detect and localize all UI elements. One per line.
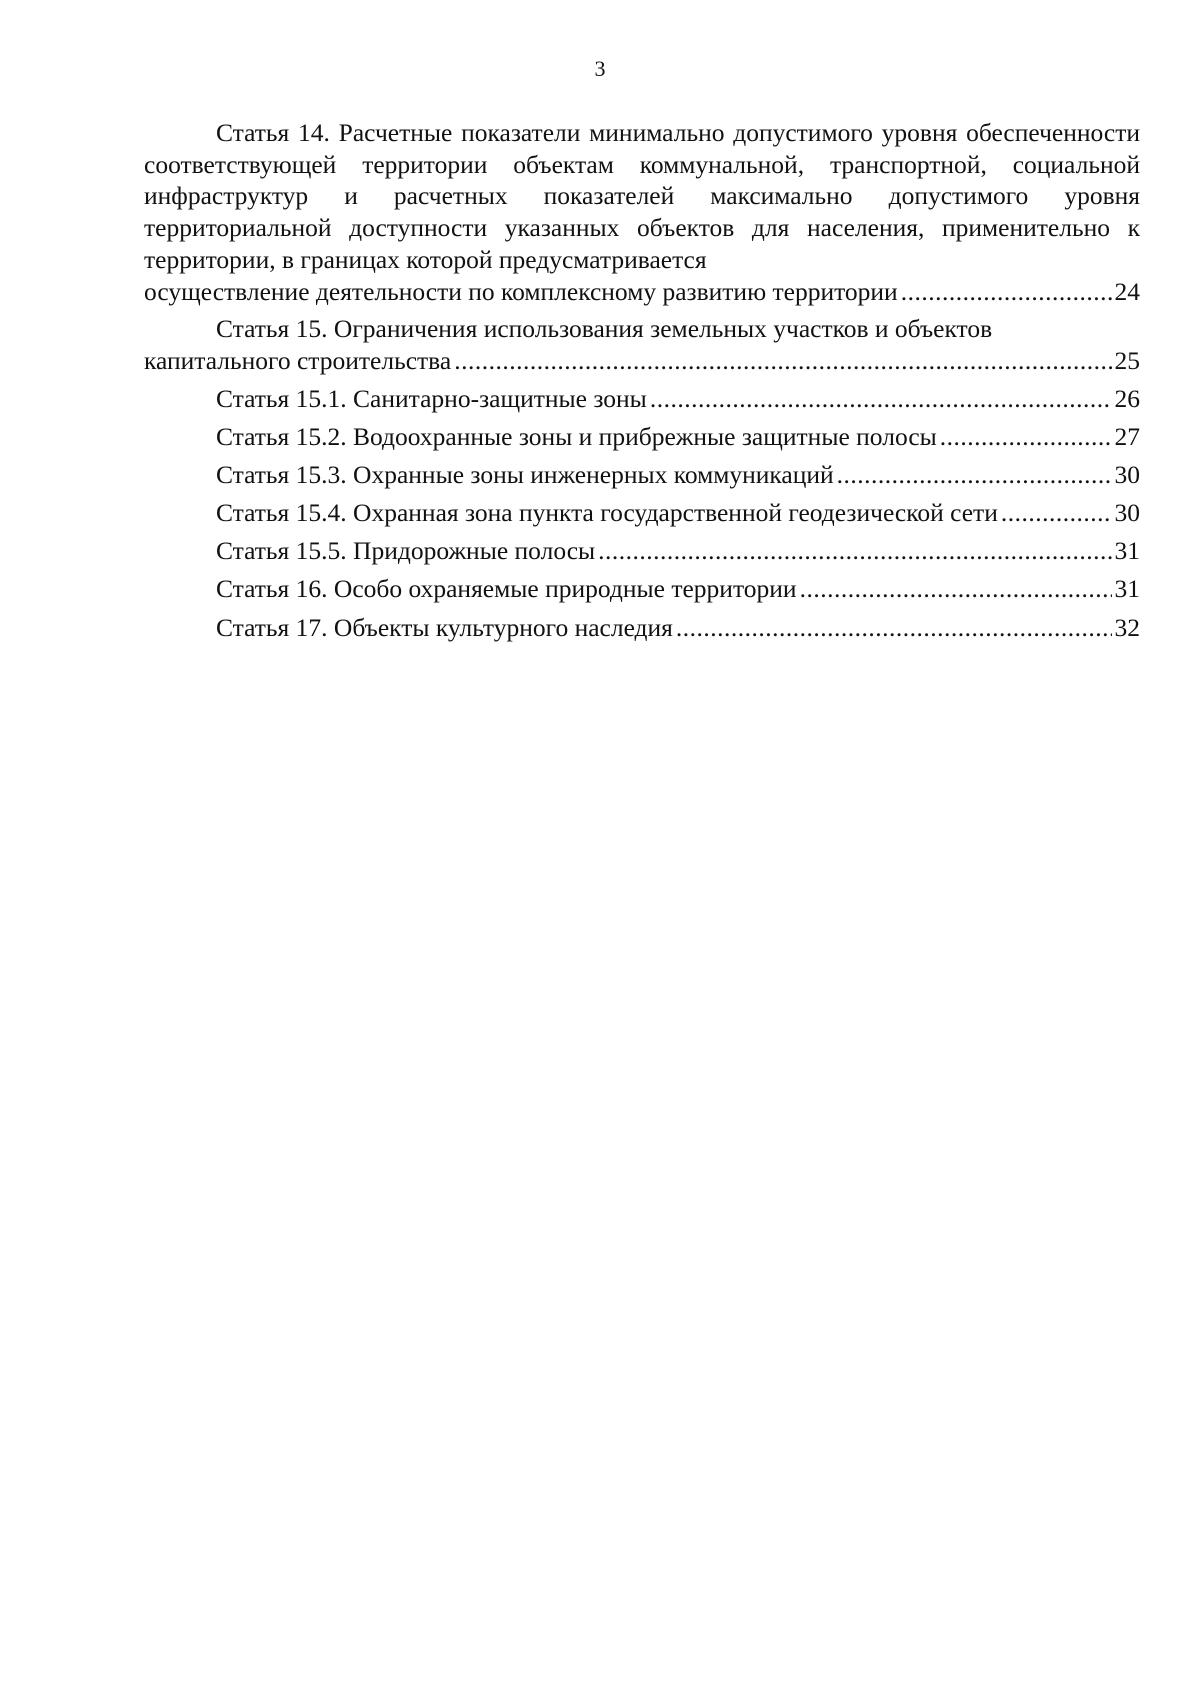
- toc-page-number: 24: [1114, 276, 1140, 306]
- toc-page-number: 26: [1114, 384, 1140, 413]
- toc-page-number: 31: [1114, 574, 1140, 604]
- toc-entry-title: Статья 15.3. Охранные зоны инженерных коммуникаций: [216, 460, 834, 490]
- toc-entry-title-end: осуществление деятельности по комплексному развитию территории: [144, 276, 898, 306]
- dot-leader: [650, 383, 1112, 415]
- toc-entry-title: Статья 15. Ограничения использования земельных участков и объектов: [216, 314, 993, 344]
- toc-page-number: 30: [1114, 460, 1140, 490]
- toc-entry-last-line: [144, 276, 1140, 308]
- table-of-contents: [144, 117, 1140, 650]
- toc-entry-title: Статья 17. Объекты культурного наследия: [216, 612, 673, 642]
- dot-leader: [901, 276, 1112, 308]
- toc-entry-article-16[interactable]: [144, 573, 1140, 605]
- toc-entry-line: [144, 383, 1140, 415]
- toc-entry-line: [144, 612, 1140, 644]
- toc-page-number: 27: [1114, 422, 1140, 452]
- toc-page-number: 25: [1114, 346, 1140, 376]
- toc-entry-line: [144, 573, 1140, 605]
- dot-leader: [837, 459, 1112, 491]
- toc-entry-line: [144, 497, 1140, 529]
- toc-entry-article-15-5[interactable]: [144, 535, 1140, 567]
- toc-entry-article-15-1[interactable]: [144, 383, 1140, 415]
- toc-entry-title: Статья 15.2. Водоохранные зоны и прибрежные защитные полосы: [216, 422, 937, 452]
- toc-entry-line: [144, 535, 1140, 567]
- toc-page-number: 31: [1114, 536, 1140, 566]
- toc-entry-article-17[interactable]: [144, 612, 1140, 644]
- toc-entry-article-15-2[interactable]: [144, 421, 1140, 453]
- dot-leader: [676, 612, 1112, 644]
- dot-leader: [598, 535, 1111, 567]
- toc-entry-title-end: капитального строительства: [144, 346, 452, 376]
- toc-entry-title: Статья 15.4. Охранная зона пункта государственной геодезической сети: [216, 498, 998, 528]
- toc-entry-article-14[interactable]: [144, 117, 1140, 307]
- dot-leader: [800, 573, 1112, 605]
- toc-page-number: 32: [1114, 612, 1140, 642]
- toc-entry-line: [144, 459, 1140, 491]
- dot-leader: [454, 345, 1111, 377]
- toc-page-number: 30: [1114, 498, 1140, 528]
- toc-entry-article-15-4[interactable]: [144, 497, 1140, 529]
- toc-entry-line: [144, 421, 1140, 453]
- toc-entry-title: Статья 15.1. Санитарно-защитные зоны: [216, 384, 647, 413]
- toc-entry-article-15[interactable]: [144, 313, 1140, 376]
- toc-entry-last-line: [144, 345, 1140, 377]
- dot-leader: [1001, 497, 1112, 529]
- dot-leader: [940, 421, 1112, 453]
- toc-entry-title: Статья 15.5. Придорожные полосы: [216, 536, 596, 566]
- page-number: 3: [594, 56, 606, 81]
- toc-entry-title: Статья 16. Особо охраняемые природные территории: [216, 574, 797, 604]
- toc-entry-article-15-3[interactable]: [144, 459, 1140, 491]
- toc-entry-title: Статья 14. Расчетные показатели минимально допустимого уровня обеспеченности соответствующей территории объектам коммунальной, транспортной, социальной инфраструктур и расчетных показателей максимально допустимого уровня территориальной доступности указанных объектов для населения, применительно к территории, в границах которой предусматривается: [144, 118, 1140, 274]
